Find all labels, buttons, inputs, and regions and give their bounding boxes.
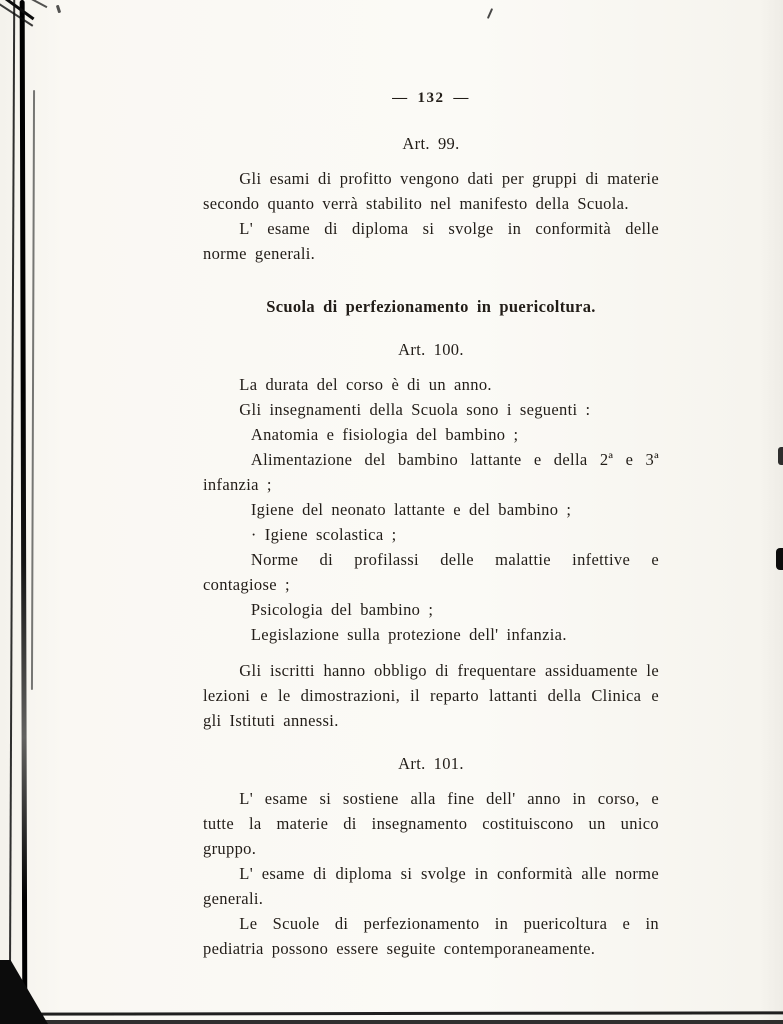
scan-mark (56, 5, 61, 14)
scan-mark (776, 548, 783, 570)
paragraph: L' esame di diploma si svolge in conformità alle norme generali. (203, 864, 659, 908)
paragraph: L' esame si sostiene alla fine dell' anno in corso, e tutte la materie di insegnamento costituiscono un unico gruppo. (203, 789, 659, 858)
scan-mark (0, 1011, 783, 1015)
art-101-heading: Art. 101. (398, 754, 464, 773)
paragraph: La durata del corso è di un anno. (239, 375, 492, 394)
binding-line (31, 90, 35, 690)
subject-item: Anatomia e fisiologia del bambino ; (250, 425, 519, 444)
binding-line (20, 0, 28, 1024)
subject-item: Psicologia del bambino ; (250, 600, 434, 619)
art-100-heading: Art. 100. (398, 340, 464, 359)
subject-item: Norme di profilassi delle malattie infettive e contagiose ; (203, 550, 659, 594)
scan-mark (487, 8, 493, 19)
binding-line (9, 0, 15, 1024)
section-heading: Scuola di perfezionamento in puericoltura. (266, 297, 596, 316)
scan-mark (40, 1020, 783, 1024)
subject-item: Alimentazione del bambino lattante e della 2ª e 3ª infanzia ; (203, 450, 659, 494)
scan-mark (778, 447, 783, 465)
scan-mark (31, 0, 48, 8)
art-99-heading: Art. 99. (402, 134, 460, 153)
paragraph: Gli insegnamenti della Scuola sono i seguenti : (239, 400, 591, 419)
paragraph: Gli iscritti hanno obbligo di frequentare assiduamente le lezioni e le dimostrazioni, il reparto lattanti della Clinica e gli Istituti annessi. (203, 661, 659, 730)
subject-item: Legislazione sulla protezione dell' infanzia. (250, 625, 567, 644)
page-content (203, 86, 659, 961)
paragraph: Le Scuole di perfezionamento in puericoltura e in pediatria possono essere seguite contemporaneamente. (203, 914, 659, 958)
paragraph: Gli esami di profitto vengono dati per gruppi di materie secondo quanto verrà stabilito nel manifesto della Scuola. (203, 169, 659, 213)
page-number: — 132 — (392, 90, 470, 106)
paragraph: L' esame di diploma si svolge in conformità delle norme generali. (203, 219, 659, 263)
subject-item: · Igiene scolastica ; (250, 525, 397, 544)
subject-item: Igiene del neonato lattante e del bambino ; (250, 500, 572, 519)
